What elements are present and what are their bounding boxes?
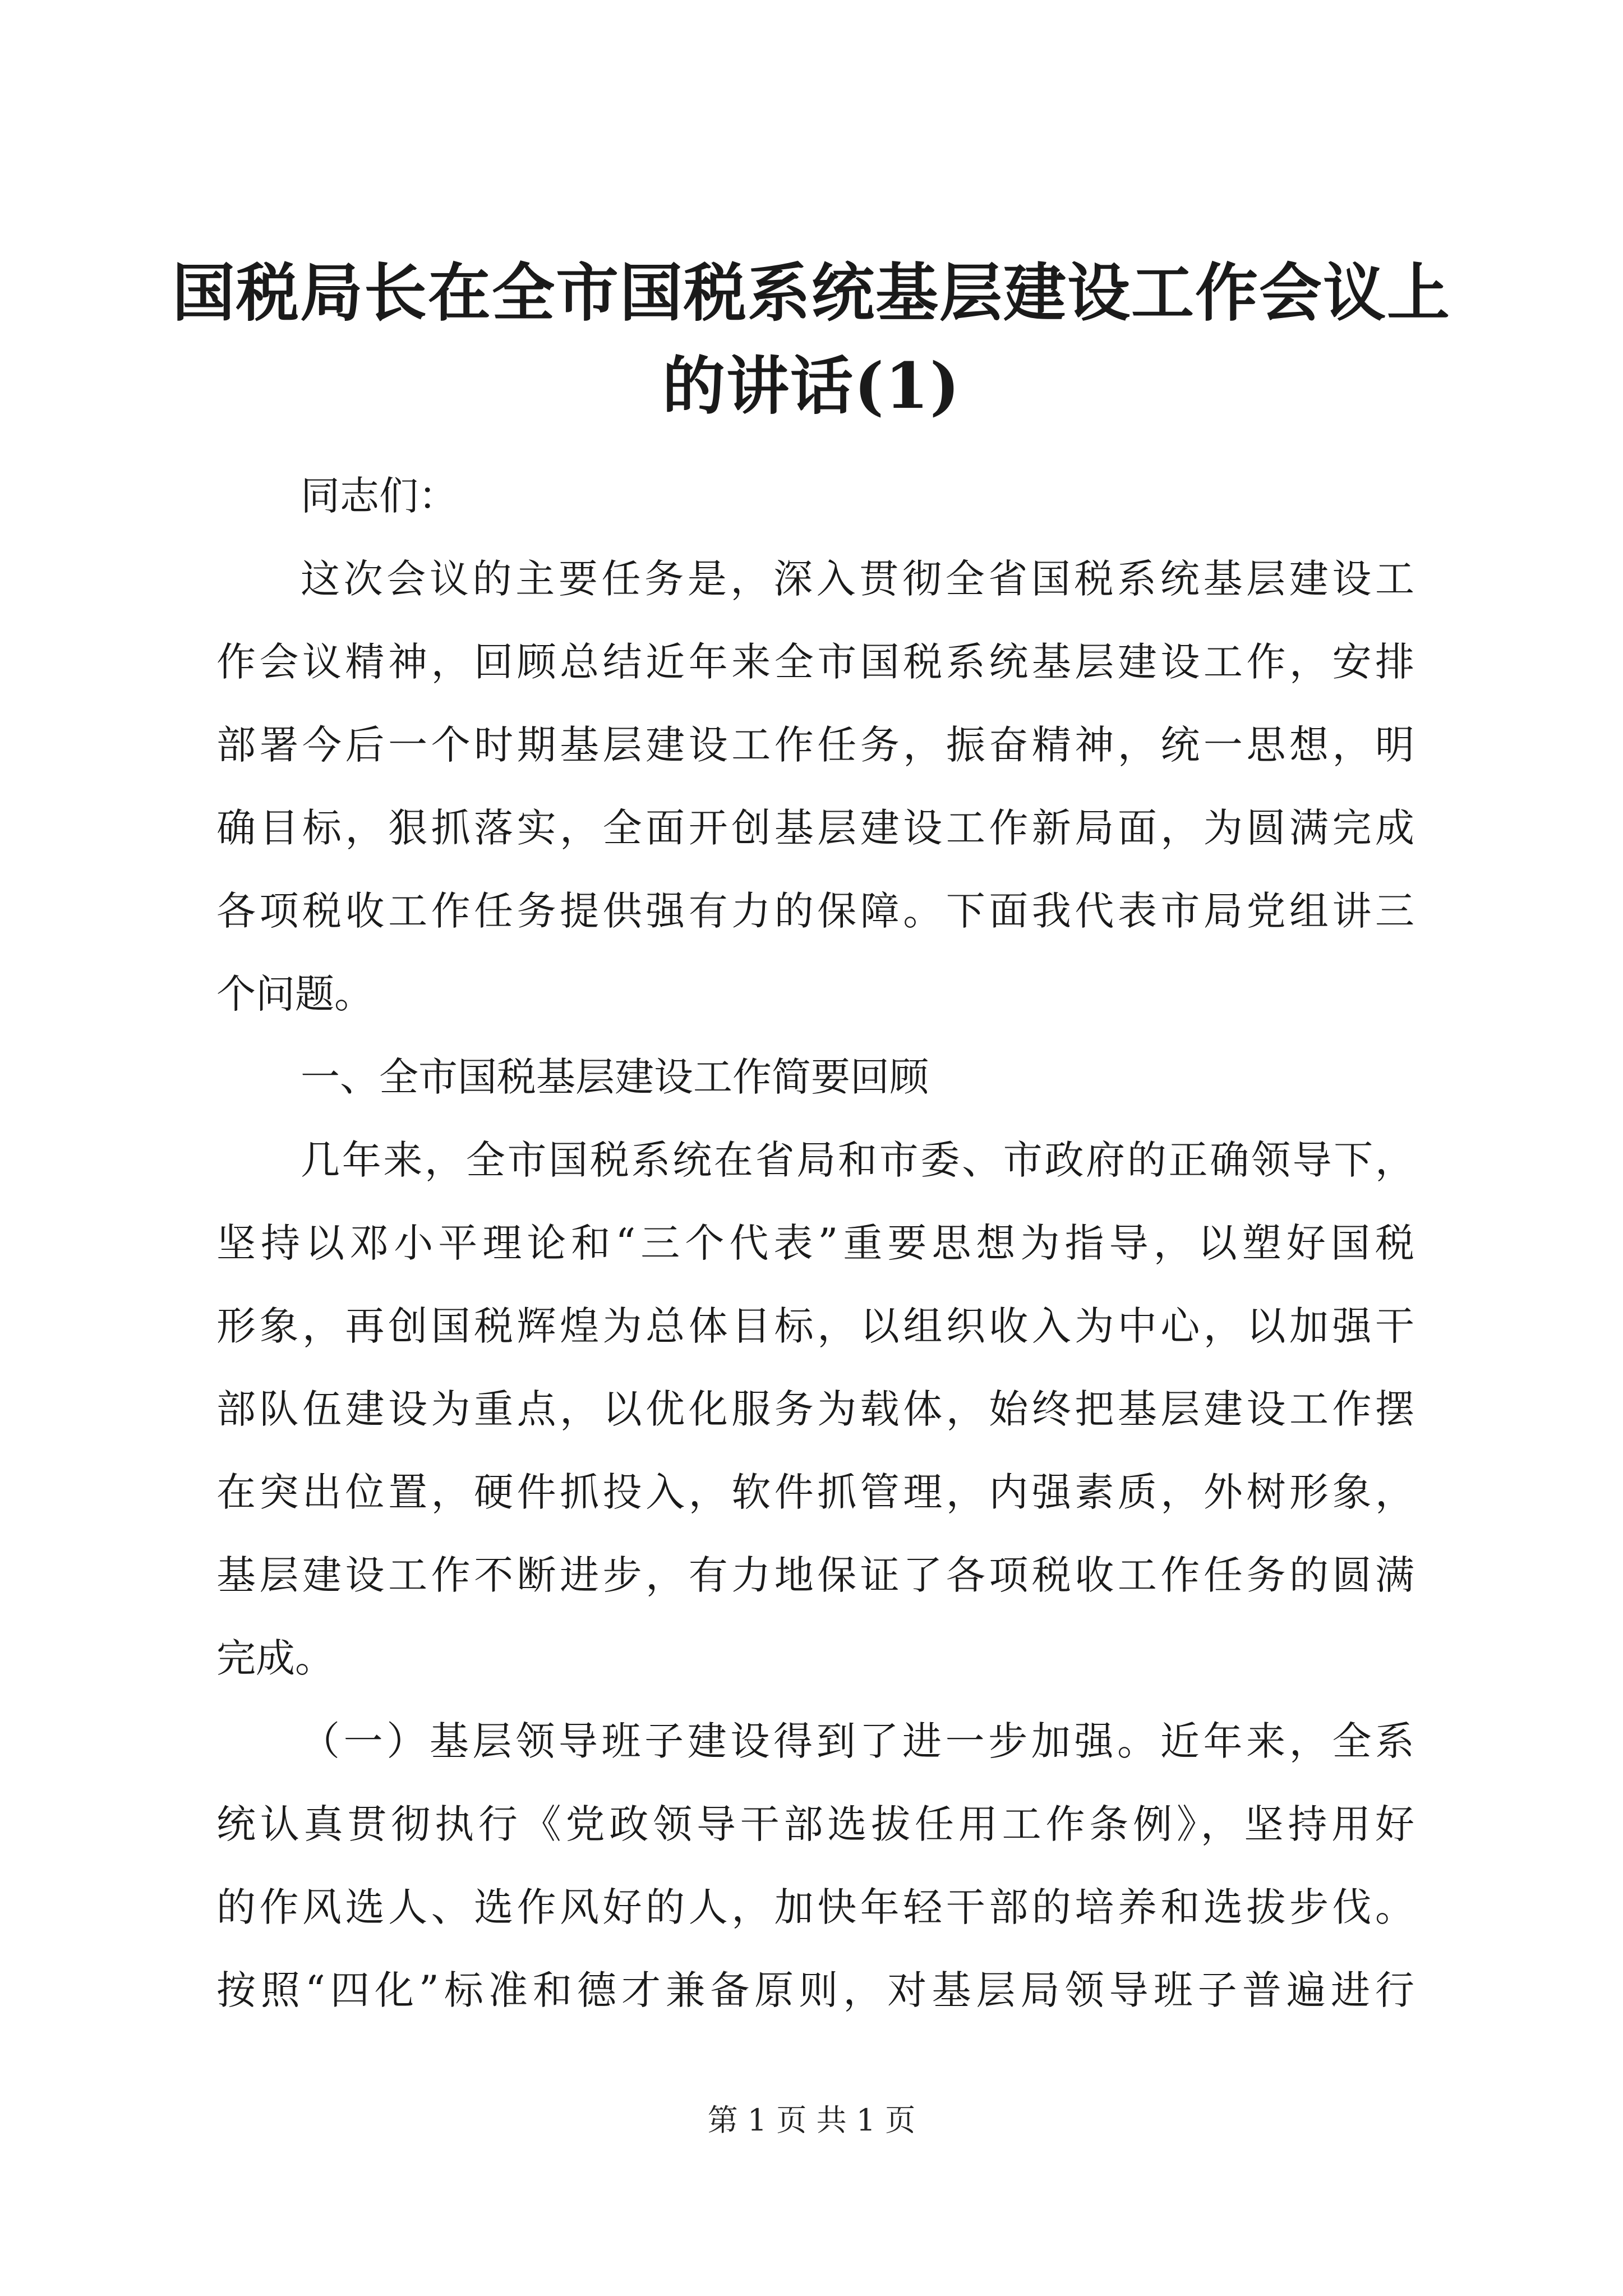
paragraph-line: 在突出位置，硬件抓投入，软件抓管理，内强素质，外树形象， — [216, 1469, 1414, 1515]
salutation: 同志们： — [301, 473, 458, 519]
paragraph-line: 的作风选人、选作风好的人，加快年轻干部的培养和选拔步伐。 — [216, 1884, 1414, 1930]
paragraph-line: 坚持以邓小平理论和“三个代表”重要思想为指导，以塑好国税 — [216, 1220, 1414, 1266]
paragraph-line: 部队伍建设为重点，以优化服务为载体，始终把基层建设工作摆 — [216, 1386, 1414, 1432]
document-body — [216, 454, 1414, 2032]
paragraph-line: 统认真贯彻执行《党政领导干部选拔任用工作条例》，坚持用好 — [216, 1801, 1414, 1847]
paragraph-line: 几年来，全市国税系统在省局和市委、市政府的正确领导下， — [301, 1137, 1414, 1183]
paragraph-line: 这次会议的主要任务是，深入贯彻全省国税系统基层建设工 — [301, 556, 1414, 602]
paragraph-line: 个问题。 — [216, 971, 374, 1017]
section-heading: 一、全市国税基层建设工作简要回顾 — [301, 1054, 929, 1100]
paragraph-line: 完成。 — [216, 1635, 334, 1681]
page-footer: 第 1 页 共 1 页 — [707, 2102, 916, 2138]
paragraph-line: 作会议精神，回顾总结近年来全市国税系统基层建设工作，安排 — [216, 639, 1414, 685]
paragraph-line: 各项税收工作任务提供强有力的保障。下面我代表市局党组讲三 — [216, 888, 1414, 934]
paragraph-line: 部署今后一个时期基层建设工作任务，振奋精神，统一思想，明 — [216, 722, 1414, 768]
title-line-2: 的讲话(1) — [662, 349, 961, 423]
paragraph-line: （一）基层领导班子建设得到了进一步加强。近年来，全系 — [301, 1718, 1414, 1764]
title-line-1: 国税局长在全市国税系统基层建设工作会议上 — [172, 256, 1451, 330]
document-title — [168, 247, 1455, 433]
paragraph-line: 基层建设工作不断进步，有力地保证了各项税收工作任务的圆满 — [216, 1552, 1414, 1598]
paragraph-line: 按照“四化”标准和德才兼备原则，对基层局领导班子普遍进行 — [216, 1967, 1414, 2013]
paragraph-line: 确目标，狠抓落实，全面开创基层建设工作新局面，为圆满完成 — [216, 805, 1414, 851]
paragraph-line: 形象，再创国税辉煌为总体目标，以组织收入为中心，以加强干 — [216, 1303, 1414, 1349]
